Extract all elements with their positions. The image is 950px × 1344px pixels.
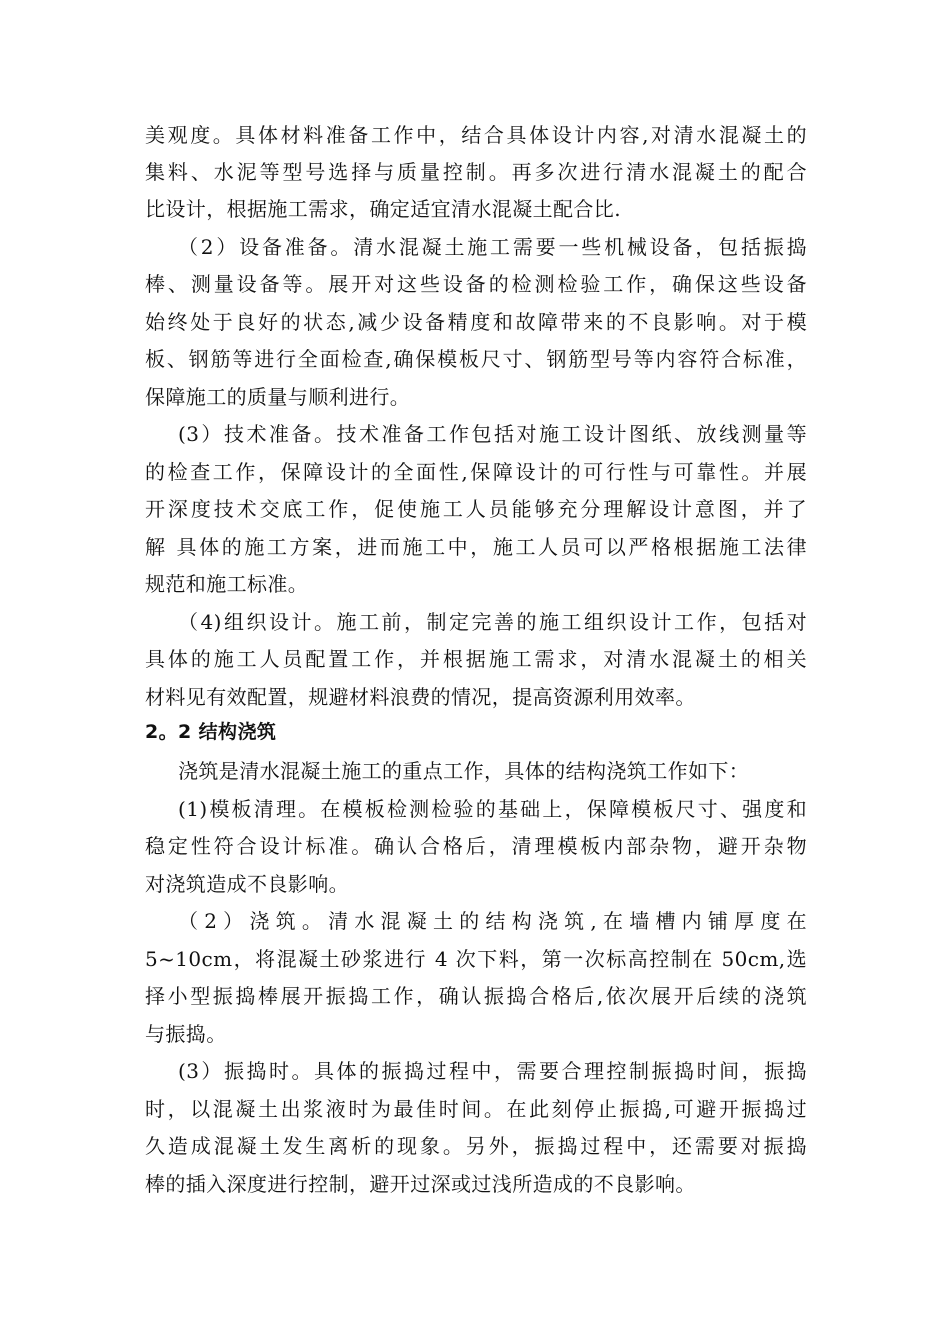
text-line: 规范和施工标准。 — [145, 572, 309, 596]
paragraph-start: （4)组织设计。施工前，制定完善的施工组织设计工作，包括对 — [178, 610, 807, 634]
section-heading: 2。2 结构浇筑 — [145, 721, 277, 743]
paragraph-start: （2）设备准备。清水混凝土施工需要一些机械设备，包括振捣 — [178, 235, 807, 259]
text-line: 棒、测量设备等。展开对这些设备的检测检验工作，确保这些设备 — [145, 272, 807, 296]
text-line: 与振捣。 — [145, 1022, 227, 1046]
text-line: 始终处于良好的状态,减少设备精度和故障带来的不良影响。对于模 — [145, 310, 807, 334]
paragraph-start: 浇筑是清水混凝土施工的重点工作，具体的结构浇筑工作如下： — [178, 759, 750, 783]
text-line: 材料见有效配置，规避材料浪费的情况，提高资源利用效率。 — [145, 685, 696, 709]
paragraph-start: （2）浇筑。清水混凝土的结构浇筑,在墙槽内铺厚度在 — [178, 909, 807, 933]
text-line: 稳定性符合设计标准。确认合格后，清理模板内部杂物，避开杂物 — [145, 834, 807, 858]
text-line: 具体的施工人员配置工作，并根据施工需求，对清水混凝土的相关 — [145, 647, 807, 671]
text-line: 对浇筑造成不良影响。 — [145, 872, 349, 896]
text-line: 比设计，根据施工需求，确定适宜清水混凝土配合比. — [145, 197, 621, 221]
text-line: 解 具体的施工方案，进而施工中，施工人员可以严格根据施工法律 — [145, 535, 807, 559]
paragraph-start: (1)模板清理。在模板检测检验的基础上，保障模板尺寸、强度和 — [178, 797, 807, 821]
text-line: 板、钢筋等进行全面检查,确保模板尺寸、钢筋型号等内容符合标准， — [145, 347, 807, 371]
text-line: 棒的插入深度进行控制，避开过深或过浅所造成的不良影响。 — [145, 1172, 696, 1196]
text-line: 保障施工的质量与顺利进行。 — [145, 385, 411, 409]
text-line: 的检查工作，保障设计的全面性,保障设计的可行性与可靠性。并展 — [145, 460, 807, 484]
text-line: 集料、水泥等型号选择与质量控制。再多次进行清水混凝土的配合 — [145, 160, 807, 184]
text-line: 时，以混凝土出浆液时为最佳时间。在此刻停止振捣,可避开振捣过 — [145, 1097, 807, 1121]
paragraph-start: (3）技术准备。技术准备工作包括对施工设计图纸、放线测量等 — [178, 422, 807, 446]
text-line: 美观度。具体材料准备工作中，结合具体设计内容,对清水混凝土的 — [145, 123, 807, 147]
text-line: 久造成混凝土发生离析的现象。另外，振捣过程中，还需要对振捣 — [145, 1134, 807, 1158]
text-line: 开深度技术交底工作，促使施工人员能够充分理解设计意图，并了 — [145, 497, 807, 521]
text-line: 择小型振捣棒展开振捣工作，确认振捣合格后,依次展开后续的浇筑 — [145, 984, 807, 1008]
paragraph-start: (3）振捣时。具体的振捣过程中，需要合理控制振捣时间，振捣 — [178, 1059, 807, 1083]
text-line: 5~10cm，将混凝土砂浆进行 4 次下料，第一次标高控制在 50cm,选 — [145, 947, 807, 971]
